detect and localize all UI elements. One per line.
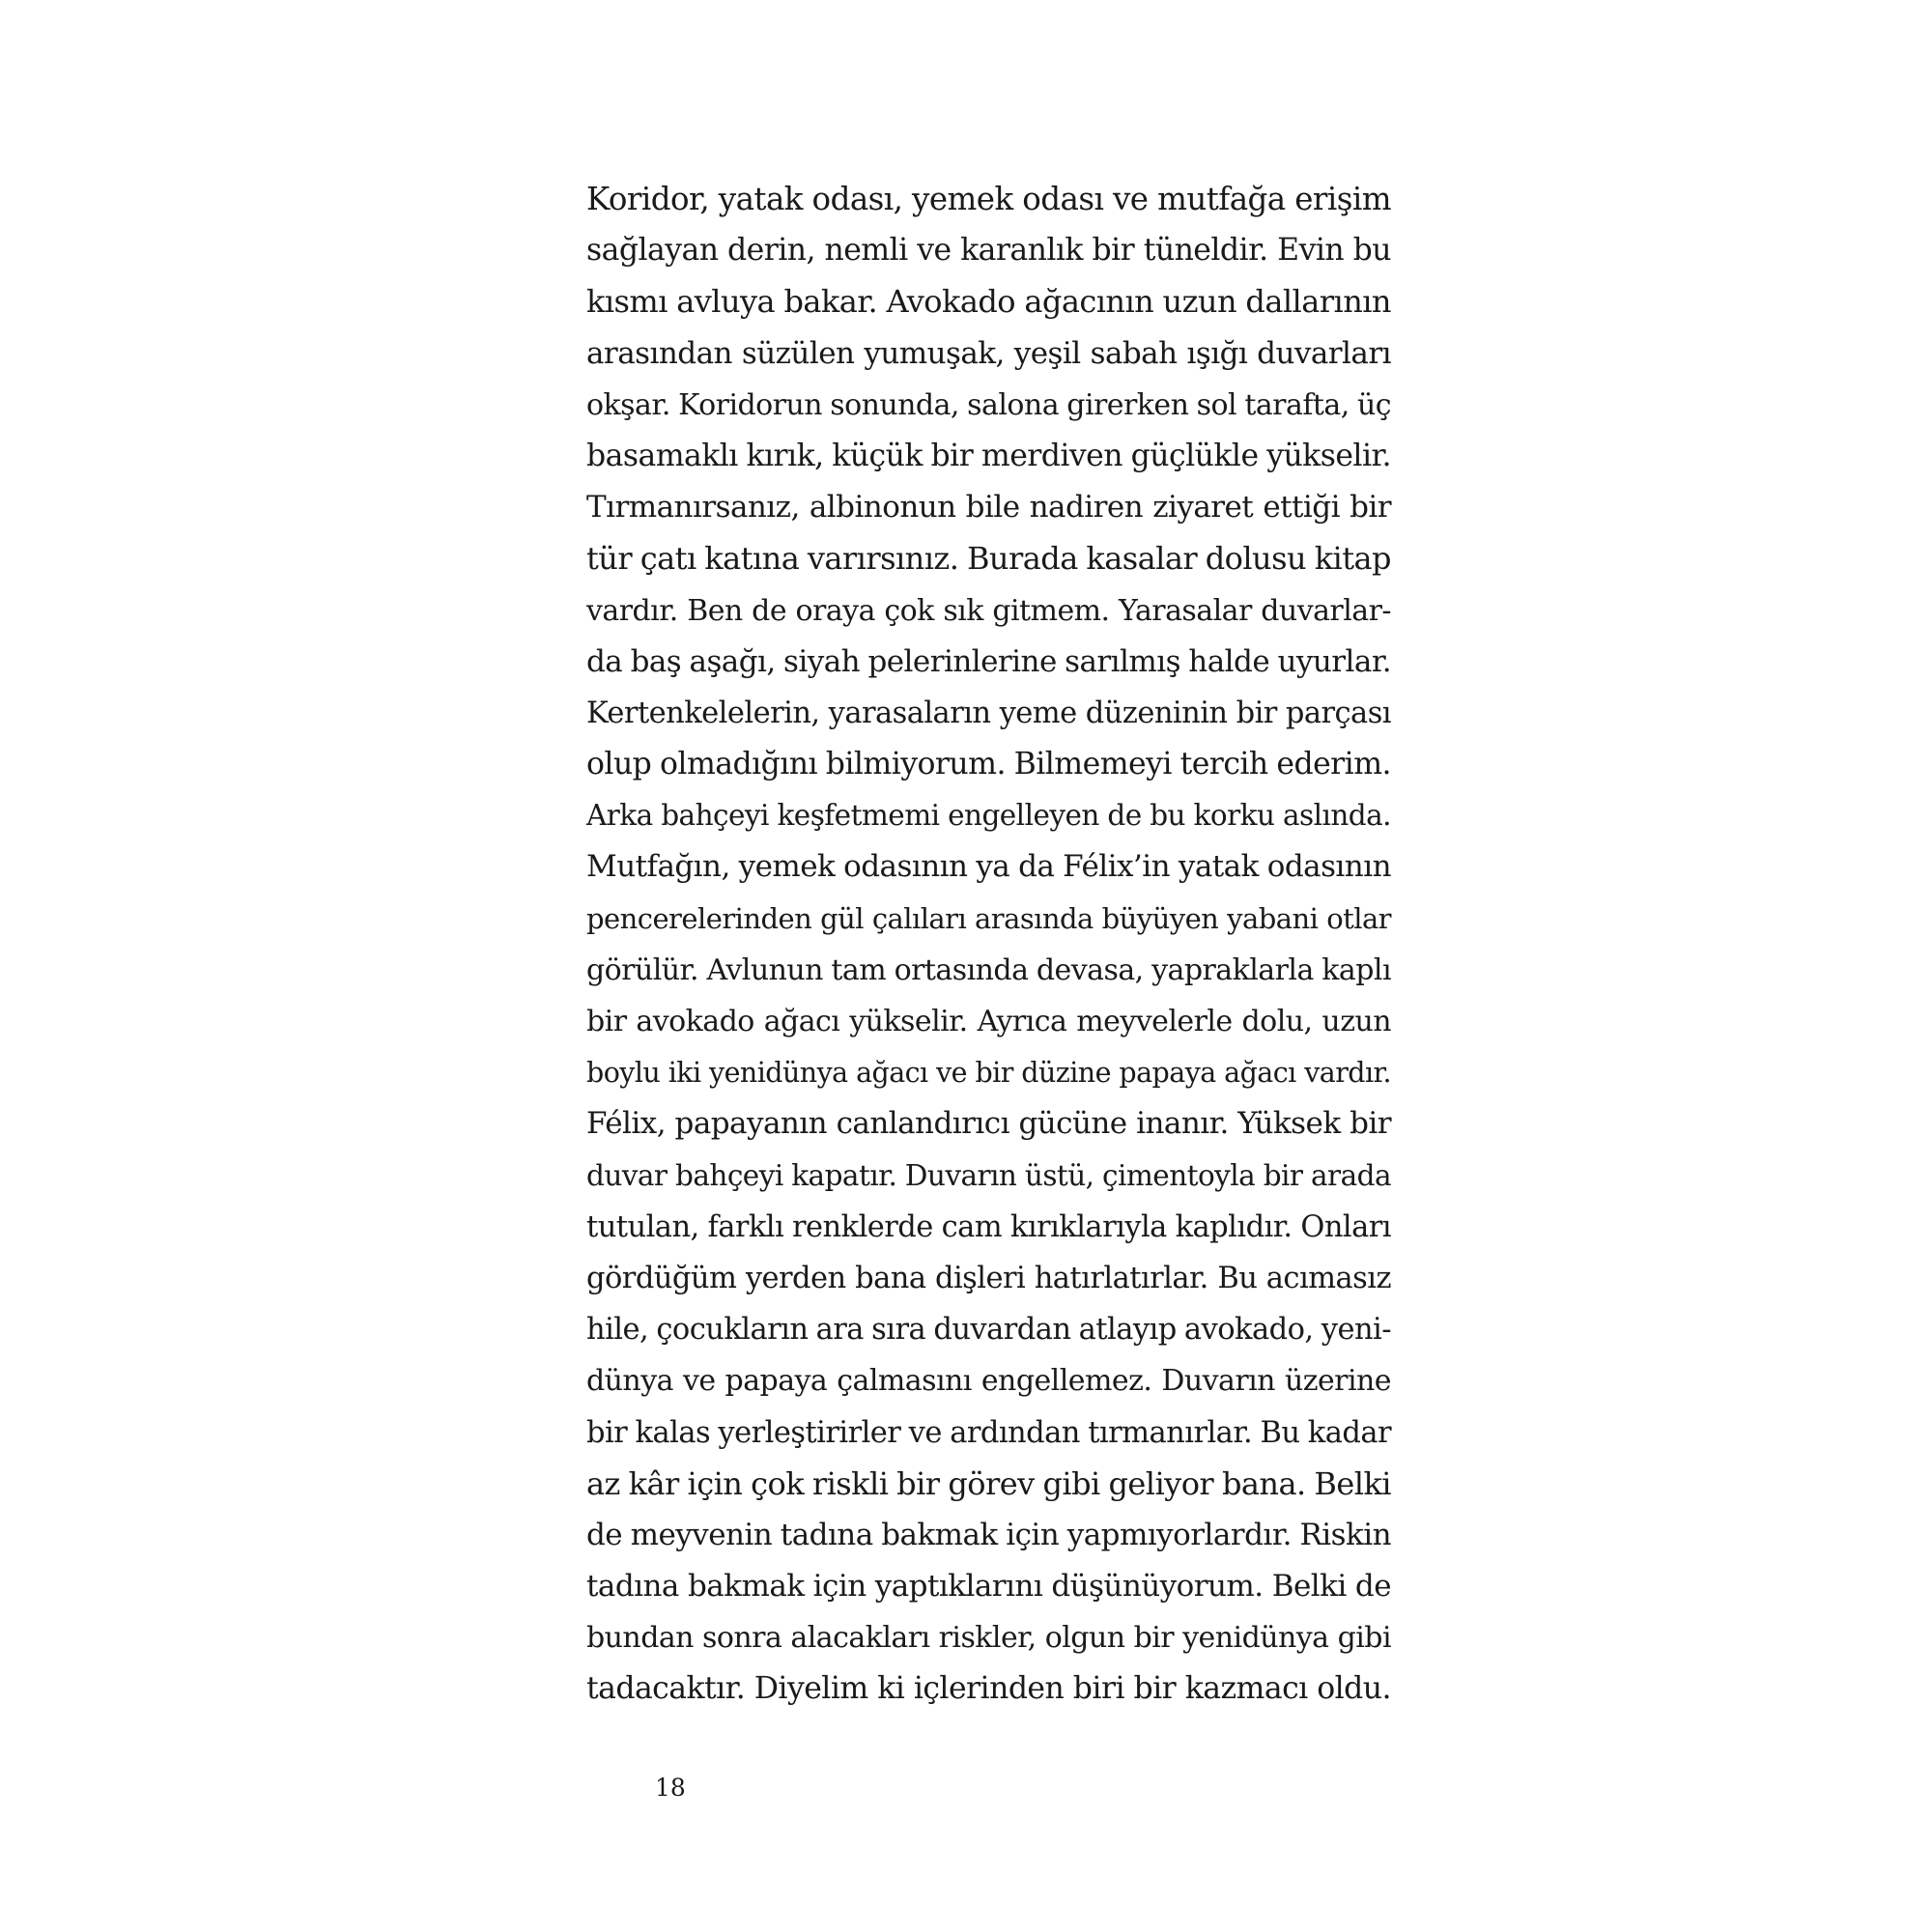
text-line: boylu iki yenidünya ağacı ve bir düzine papaya ağacı vardır. bbox=[586, 1057, 1391, 1090]
text-line: okşar. Koridorun sonunda, salona girerken sol tarafta, üç bbox=[586, 387, 1391, 422]
text-line: de meyvenin tadına bakmak için yapmıyorlardır. Riskin bbox=[586, 1517, 1391, 1552]
text-line: Koridor, yatak odası, yemek odası ve mutfağa erişim bbox=[586, 181, 1391, 217]
text-line: bundan sonra alacakları riskler, olgun bir yenidünya gibi bbox=[586, 1621, 1391, 1656]
text-line: Mutfağın, yemek odasının ya da Félix’in yatak odasının bbox=[586, 849, 1391, 885]
text-line: tadacaktır. Diyelim ki içlerinden biri bir kazmacı oldu. bbox=[586, 1671, 1391, 1707]
text-line: Félix, papayanın canlandırıcı gücüne inanır. Yüksek bir bbox=[586, 1106, 1391, 1142]
text-line: kısmı avluya bakar. Avokado ağacının uzun dallarının bbox=[586, 283, 1391, 321]
text-line: görülür. Avlunun tam ortasında devasa, yapraklarla kaplı bbox=[586, 952, 1391, 987]
text-line: sağlayan derin, nemli ve karanlık bir tüneldir. Evin bu bbox=[586, 233, 1391, 269]
text-line: Arka bahçeyi keşfetmemi engelleyen de bu korku aslında. bbox=[586, 799, 1391, 833]
text-line: az kâr için çok riskli bir görev gibi geliyor bana. Belki bbox=[586, 1464, 1391, 1502]
text-line: arasından süzülen yumuşak, yeşil sabah ışığı duvarları bbox=[586, 335, 1391, 371]
text-line: bir avokado ağacı yükselir. Ayrıca meyvelerle dolu, uzun bbox=[586, 1005, 1391, 1038]
page-number: 18 bbox=[655, 1774, 686, 1802]
text-line: duvar bahçeyi kapatır. Duvarın üstü, çimentoyla bir arada bbox=[586, 1158, 1391, 1192]
text-line: vardır. Ben de oraya çok sık gitmem. Yarasalar duvarlar- bbox=[586, 593, 1391, 628]
text-line: da baş aşağı, siyah pelerinlerine sarılmış halde uyurlar. bbox=[586, 643, 1391, 679]
text-line: tutulan, farklı renklerde cam kırıklarıyla kaplıdır. Onları bbox=[586, 1209, 1391, 1244]
text-line: Tırmanırsanız, albinonun bile nadiren ziyaret ettiği bir bbox=[586, 490, 1391, 526]
text-line: bir kalas yerleştirirler ve ardından tırmanırlar. Bu kadar bbox=[586, 1415, 1391, 1450]
text-line: dünya ve papaya çalmasını engellemez. Duvarın üzerine bbox=[586, 1364, 1391, 1399]
text-line: hile, çocukların ara sıra duvardan atlayıp avokado, yeni- bbox=[586, 1313, 1391, 1348]
text-line: basamaklı kırık, küçük bir merdiven güçlükle yükselir. bbox=[586, 438, 1391, 473]
text-line: tür çatı katına varırsınız. Burada kasalar dolusu kitap bbox=[586, 540, 1391, 578]
text-line: olup olmadığını bilmiyorum. Bilmemeyi tercih ederim. bbox=[586, 747, 1391, 782]
text-line: Kertenkelelerin, yarasaların yeme düzeninin bir parçası bbox=[586, 696, 1391, 730]
body-text bbox=[586, 174, 1391, 1716]
text-line: pencerelerinden gül çalıları arasında büyüyen yabani otlar bbox=[586, 901, 1391, 935]
text-line: gördüğüm yerden bana dişleri hatırlatırlar. Bu acımasız bbox=[586, 1261, 1391, 1295]
text-line: tadına bakmak için yaptıklarını düşünüyorum. Belki de bbox=[586, 1569, 1391, 1605]
